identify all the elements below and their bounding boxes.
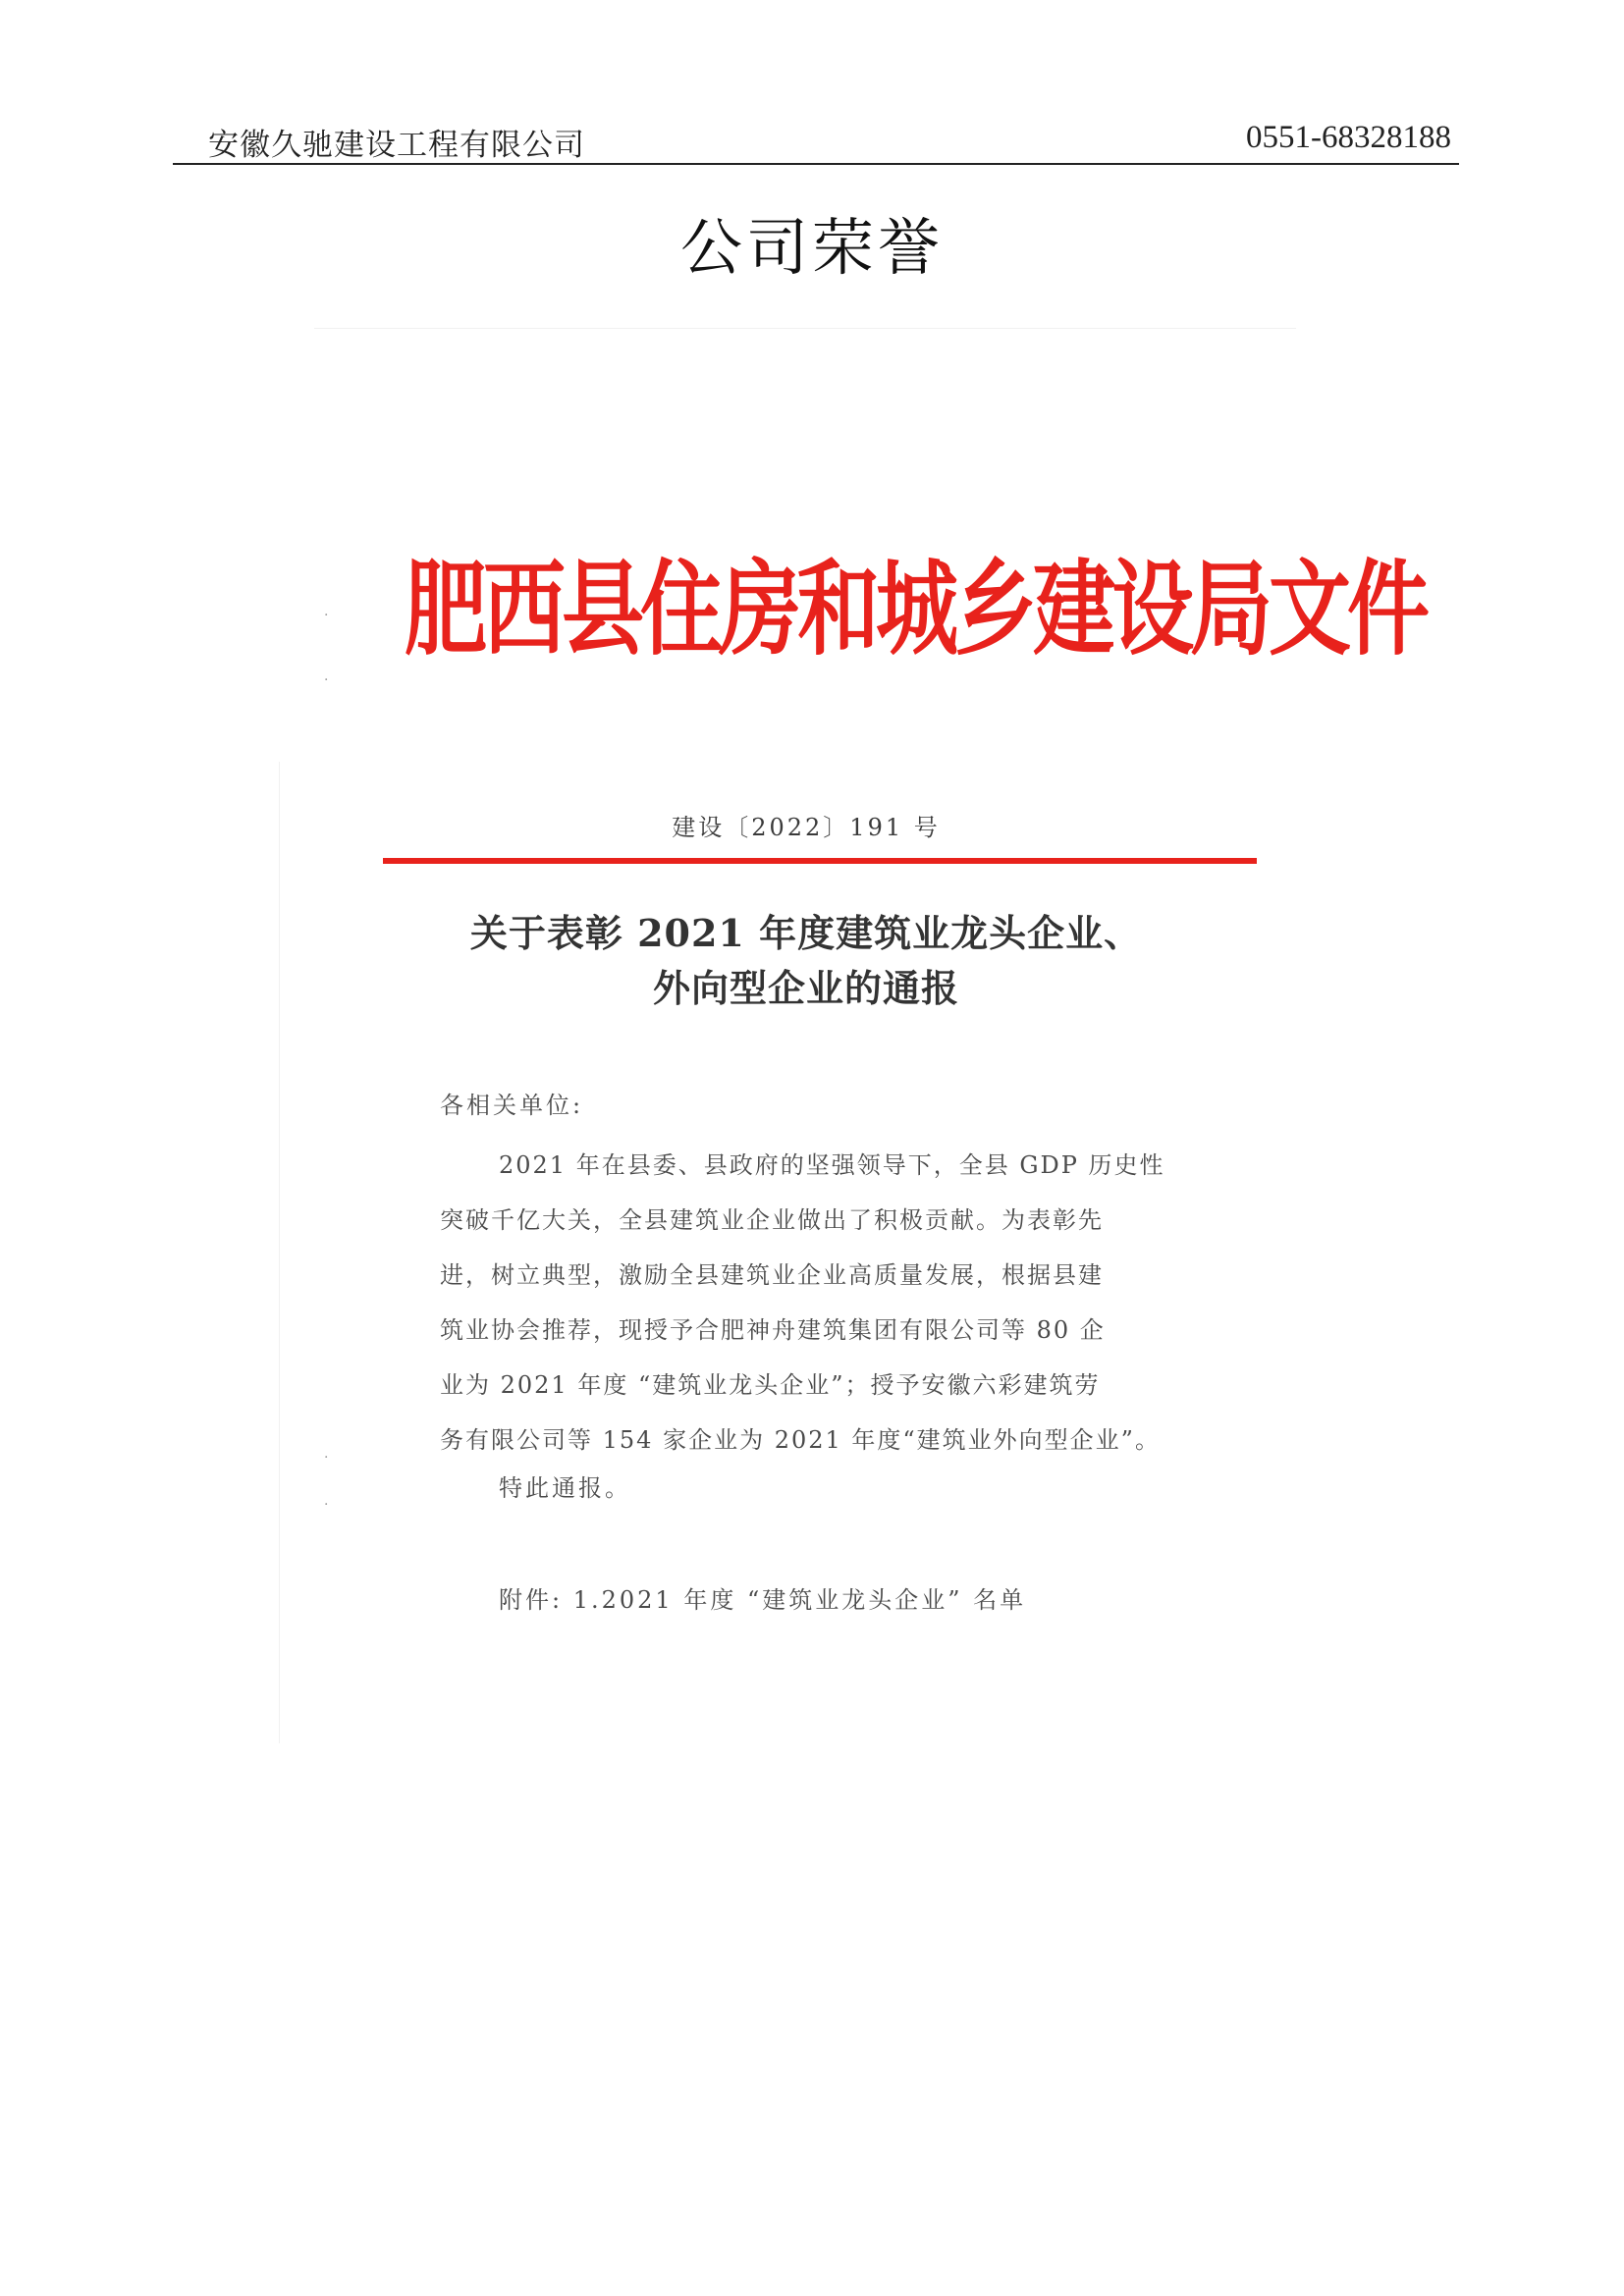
page-header [173,114,1459,165]
body-line: 筑业协会推荐，现授予合肥神舟建筑集团有限公司等 80 企 [440,1316,1106,1344]
page-title: 公司荣誉 [680,212,944,284]
document-number: 建设〔2022〕191 号 [672,814,941,841]
attachment-line: 附件: 1.2021 年度 “建筑业龙头企业” 名单 [499,1586,1027,1614]
body-line: 突破千亿大关，全县建筑业企业做出了积极贡献。为表彰先 [440,1206,1104,1234]
issuer-header: 肥西县住房和城乡建设局文件 [405,549,1427,669]
scan-speck: · [324,608,329,623]
closing-line: 特此通报。 [499,1474,631,1502]
body-line: 务有限公司等 154 家企业为 2021 年度“建筑业外向型企业”。 [440,1426,1161,1454]
salutation: 各相关单位: [440,1092,584,1119]
body-line: 2021 年在县委、县政府的坚强领导下，全县 GDP 历史性 [499,1151,1165,1179]
body-line: 业为 2021 年度 “建筑业龙头企业”；授予安徽六彩建筑劳 [440,1371,1101,1399]
body-line: 进，树立典型，激励全县建筑业企业高质量发展，根据县建 [440,1261,1104,1289]
scanned-document [267,310,1427,1818]
body-paragraph [440,1138,1225,1468]
document-title-line-1: 关于表彰 2021 年度建筑业龙头企业、 [469,911,1143,955]
header-phone-number: 0551-68328188 [1246,120,1451,155]
scan-speck: · [324,672,329,688]
scan-edge [314,328,1296,329]
scan-speck: · [324,1450,329,1466]
document-title-line-2: 外向型企业的通报 [652,966,959,1010]
red-divider [383,858,1257,864]
scan-speck: · [324,1497,329,1513]
header-company-name: 安徽久驰建设工程有限公司 [208,128,585,163]
